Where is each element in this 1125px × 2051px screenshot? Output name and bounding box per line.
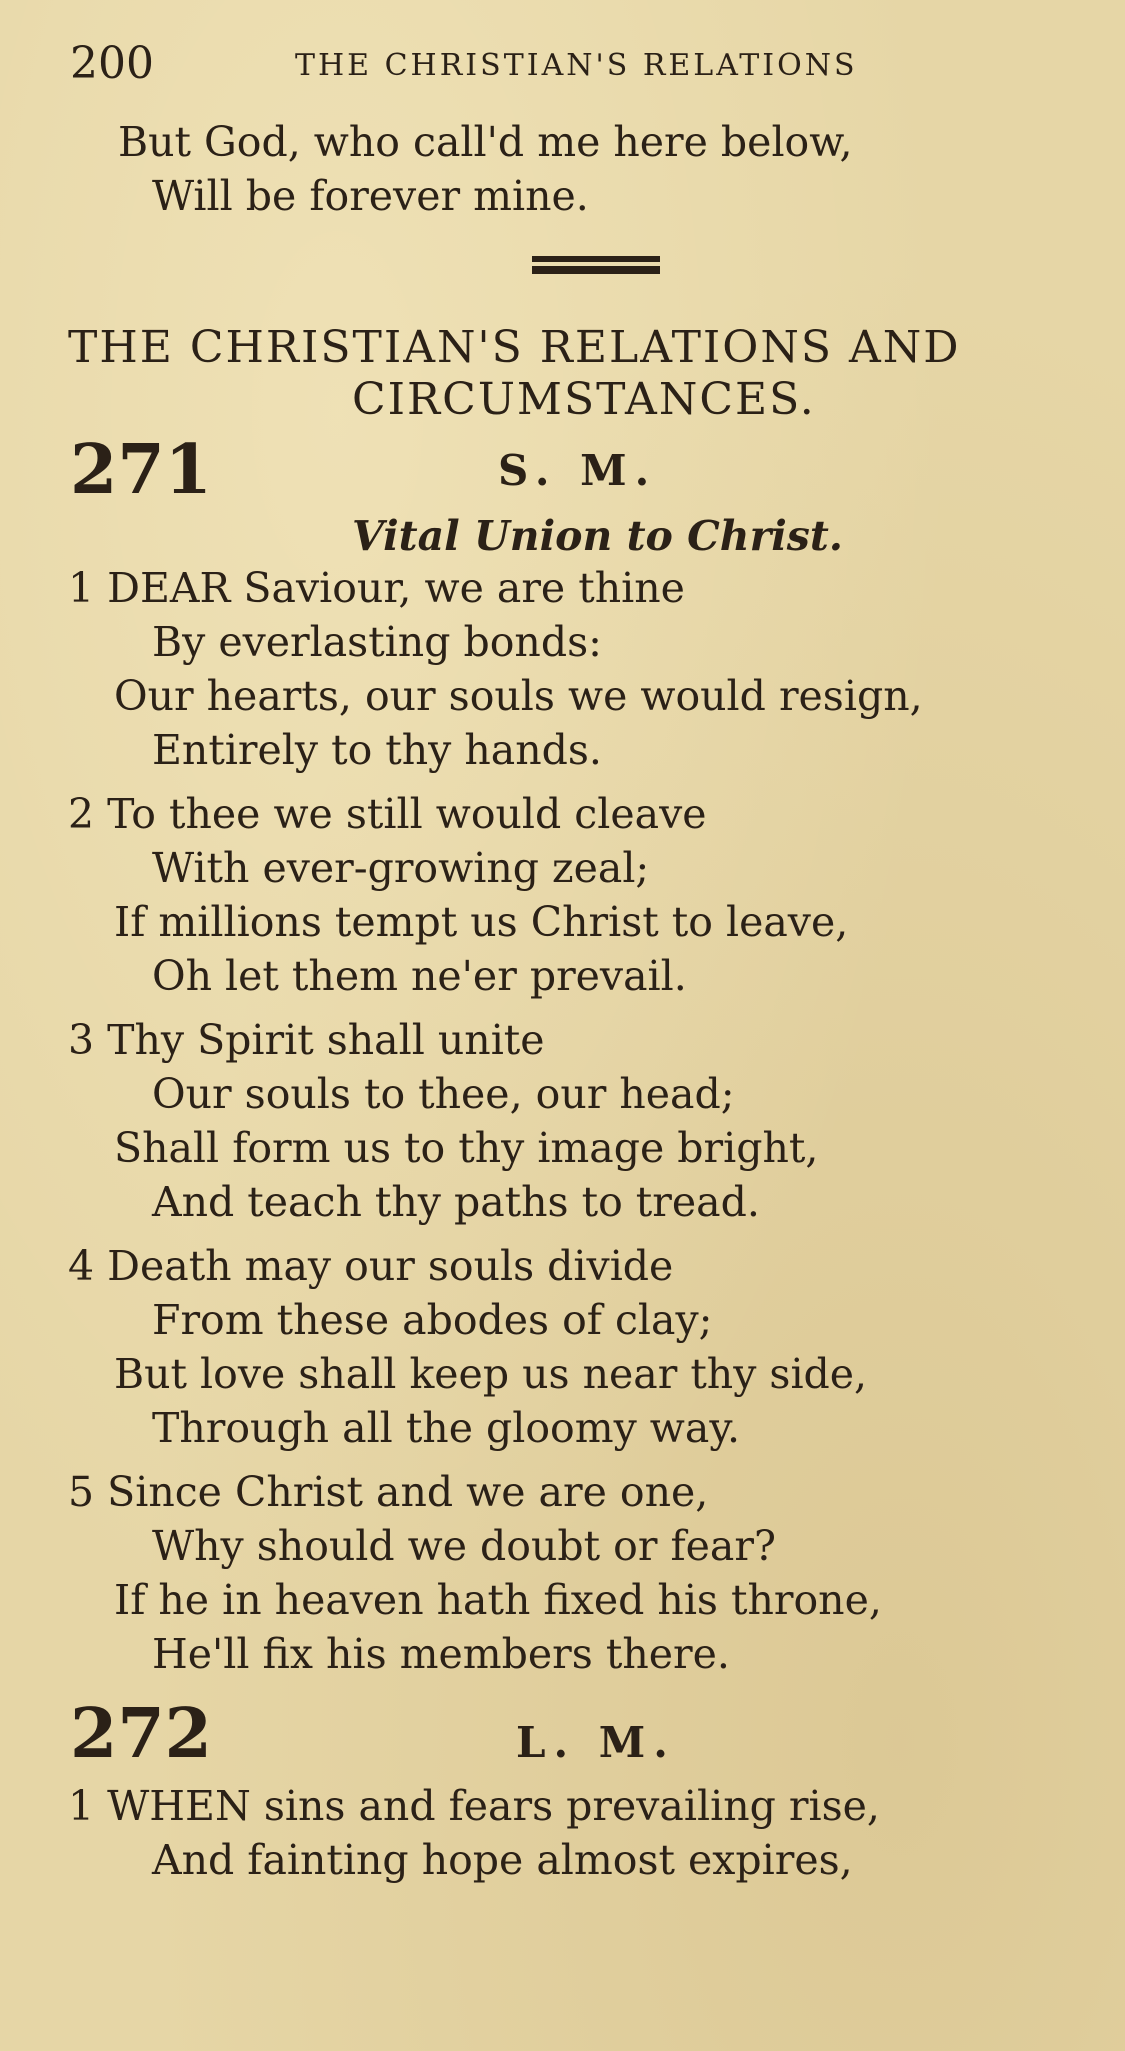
verse-line: Through all the gloomy way. <box>152 1404 741 1452</box>
hymn-meter: S. M. <box>498 446 658 495</box>
verse-line: 1 DEAR Saviour, we are thine <box>68 564 685 612</box>
verse-line: Shall form us to thy image bright, <box>114 1124 819 1172</box>
verse-line: With ever-growing zeal; <box>152 844 650 892</box>
section-divider <box>532 256 660 276</box>
verse-line: Entirely to thy hands. <box>152 726 602 774</box>
verse-line: If he in heaven hath fixed his throne, <box>114 1576 882 1624</box>
page-number: 200 <box>70 38 154 89</box>
section-title-line1: THE CHRISTIAN'S RELATIONS AND <box>68 322 961 373</box>
verse-line: Why should we doubt or fear? <box>152 1522 776 1570</box>
verse-line: And teach thy paths to tread. <box>152 1178 760 1226</box>
verse-line: 3 Thy Spirit shall unite <box>68 1016 545 1064</box>
hymn-title: Vital Union to Christ. <box>352 512 844 560</box>
verse-line: 4 Death may our souls divide <box>68 1242 674 1290</box>
verse-line: But love shall keep us near thy side, <box>114 1350 868 1398</box>
verse-line: Will be forever mine. <box>152 172 589 220</box>
section-title-line2: CIRCUMSTANCES. <box>352 374 816 425</box>
verse-line: He'll fix his members there. <box>152 1630 730 1678</box>
verse-line: Our hearts, our souls we would resign, <box>114 672 923 720</box>
hymn-number: 272 <box>70 1694 212 1774</box>
verse-line: If millions tempt us Christ to leave, <box>114 898 849 946</box>
verse-line: By everlasting bonds: <box>152 618 602 666</box>
verse-line: 1 WHEN sins and fears prevailing rise, <box>68 1782 880 1830</box>
verse-line: 2 To thee we still would cleave <box>68 790 707 838</box>
hymn-number: 271 <box>70 430 212 510</box>
verse-line: Our souls to thee, our head; <box>152 1070 735 1118</box>
verse-line: But God, who call'd me here below, <box>118 118 853 166</box>
hymn-meter: L. M. <box>516 1718 676 1767</box>
verse-line: From these abodes of clay; <box>152 1296 713 1344</box>
verse-line: Oh let them ne'er prevail. <box>152 952 687 1000</box>
verse-line: And fainting hope almost expires, <box>152 1836 853 1884</box>
running-title: THE CHRISTIAN'S RELATIONS <box>295 48 858 83</box>
verse-line: 5 Since Christ and we are one, <box>68 1468 709 1516</box>
